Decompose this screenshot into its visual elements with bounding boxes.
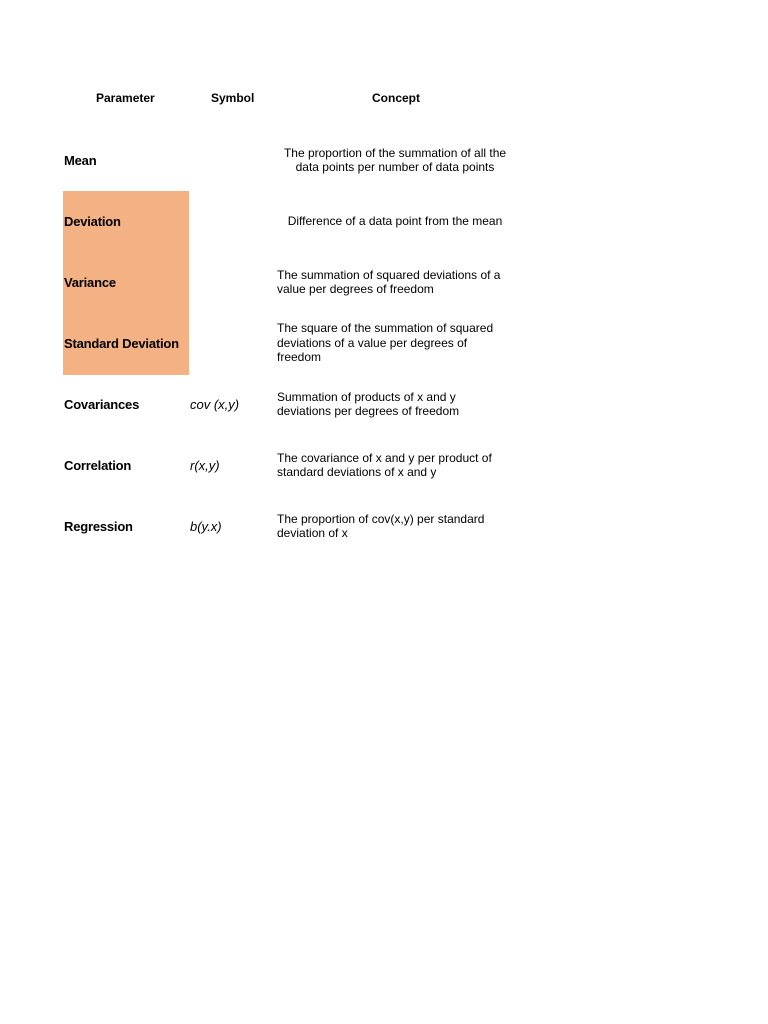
concept-cell bbox=[277, 496, 513, 556]
table-row bbox=[0, 435, 768, 495]
symbol-cell: r(x,y) bbox=[190, 457, 220, 473]
concept-text: The summation of squared deviations of a value per degrees of freedom bbox=[277, 267, 501, 296]
table-row bbox=[0, 191, 768, 251]
table-row bbox=[0, 374, 768, 434]
parameter-cell: Deviation bbox=[64, 213, 121, 229]
concept-cell bbox=[277, 313, 513, 373]
concept-text: The square of the summation of squared deviations of a value per degrees of freedom bbox=[277, 321, 494, 365]
parameter-cell: Standard Deviation bbox=[64, 335, 179, 351]
concept-cell bbox=[277, 191, 513, 251]
header-parameter: Parameter bbox=[96, 91, 155, 105]
symbol-cell: b(y.x) bbox=[190, 518, 222, 534]
concept-text: The proportion of cov(x,y) per standard deviation of x bbox=[277, 511, 485, 540]
symbol-cell: cov (x,y) bbox=[190, 396, 240, 412]
parameter-cell: Covariances bbox=[64, 396, 140, 412]
table-row bbox=[0, 130, 768, 190]
table-row bbox=[0, 252, 768, 312]
concept-cell bbox=[277, 435, 513, 495]
parameter-cell: Mean bbox=[64, 152, 97, 168]
table-row bbox=[0, 496, 768, 556]
concept-text: Summation of products of x and y deviations per degrees of freedom bbox=[277, 389, 460, 418]
parameter-cell: Variance bbox=[64, 274, 116, 290]
header-symbol: Symbol bbox=[211, 91, 255, 105]
parameter-cell: Regression bbox=[64, 518, 133, 534]
concept-cell bbox=[277, 130, 513, 190]
parameter-cell: Correlation bbox=[64, 457, 132, 473]
header-concept: Concept bbox=[372, 91, 420, 105]
concept-cell bbox=[277, 252, 513, 312]
table-row bbox=[0, 313, 768, 373]
concept-cell bbox=[277, 374, 513, 434]
concept-text: Difference of a data point from the mean bbox=[287, 213, 503, 228]
concept-text: The covariance of x and y per product of standard deviations of x and y bbox=[277, 450, 492, 479]
concept-text: The proportion of the summation of all the data points per number of data points bbox=[283, 145, 507, 174]
